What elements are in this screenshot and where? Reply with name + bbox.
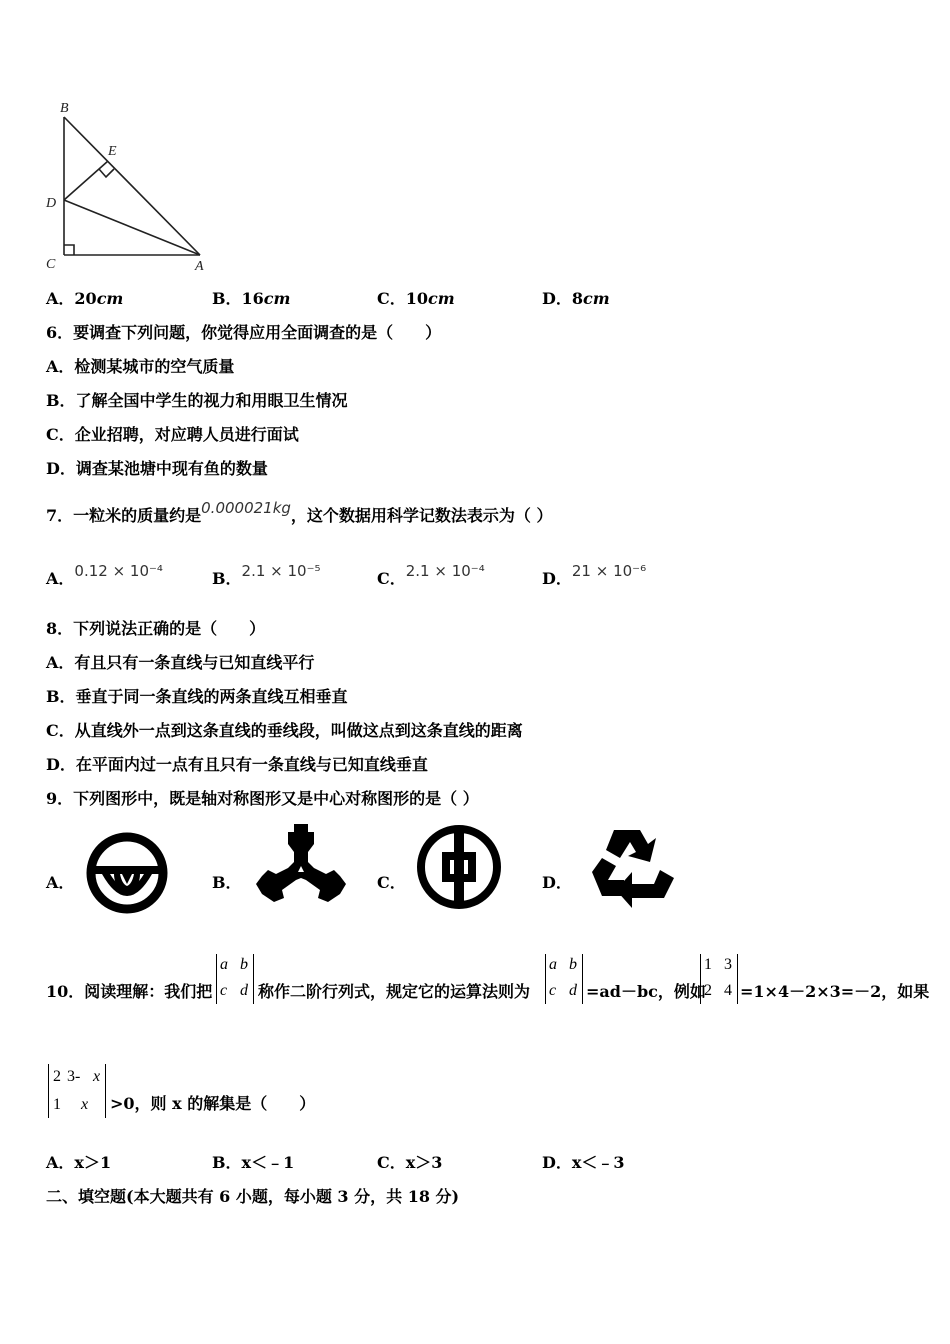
segment-de	[64, 161, 108, 200]
label-c: C	[46, 257, 56, 272]
q10-det-example: 1 3 2 4	[700, 954, 738, 1004]
segment-ba	[64, 117, 200, 255]
label-d: D	[46, 196, 57, 211]
q9-option-a-logo	[84, 830, 170, 916]
q10-part2: 称作二阶行列式，规定它的运算法则为	[258, 982, 531, 1001]
q10-option-b: B．x＜﹣1	[212, 1153, 295, 1172]
q10-part3: =ad－bc，例如	[586, 982, 706, 1001]
q8-stem: 8．下列说法正确的是（ ）	[46, 619, 266, 638]
q10-part4: =1×4－2×3=－2，如果	[740, 982, 930, 1001]
q6-stem: 6．要调查下列问题，你觉得应用全面调查的是（ ）	[46, 323, 442, 342]
right-angle-e	[99, 169, 114, 177]
q10-det-inequality: 2 3- x 1 x	[48, 1064, 106, 1118]
q9-stem: 9．下列图形中，既是轴对称图形又是中心对称图形的是（ ）	[46, 789, 479, 808]
q9-option-d-recycle-logo	[584, 826, 678, 914]
q7-stem: 7．一粒米的质量约是0.000021kg，这个数据用科学记数法表示为（ ）	[46, 499, 553, 525]
q8-option-a: A．有且只有一条直线与已知直线平行	[46, 653, 315, 672]
q9-option-b-label: B．	[212, 873, 242, 892]
q10-option-d: D．x＜﹣3	[542, 1153, 625, 1172]
q10-det-abcd-2: a b c d	[545, 954, 583, 1004]
q5-option-a: A．20cm	[46, 289, 124, 308]
q6-option-a: A．检测某城市的空气质量	[46, 357, 235, 376]
q10-part5: >0，则 x 的解集是（ ）	[110, 1094, 316, 1113]
q10-det-abcd-1: a b c d	[216, 954, 254, 1004]
q7-value: 0.000021kg	[201, 499, 291, 517]
q6-option-c: C．企业招聘，对应聘人员进行面试	[46, 425, 299, 444]
q10-option-a: A．x＞1	[46, 1153, 112, 1172]
q8-option-b: B．垂直于同一条直线的两条直线互相垂直	[46, 687, 348, 706]
segment-da	[64, 200, 200, 255]
label-e: E	[108, 144, 117, 159]
q9-option-c-logo	[414, 822, 504, 912]
q10-option-c: C．x＞3	[377, 1153, 443, 1172]
q7-option-b: B．2.1 × 10⁻⁵	[212, 562, 321, 588]
q5-option-b: B．16cm	[212, 289, 291, 308]
q6-option-d: D．调查某池塘中现有鱼的数量	[46, 459, 268, 478]
q9-option-d-label: D．	[542, 873, 572, 892]
q7-option-d: D．21 × 10⁻⁶	[542, 562, 647, 588]
label-b: B	[60, 101, 69, 116]
label-a: A	[195, 259, 204, 274]
triangle-figure	[40, 95, 220, 280]
q9-option-b-logo	[254, 822, 348, 906]
q8-option-c: C．从直线外一点到这条直线的垂线段，叫做这点到这条直线的距离	[46, 721, 523, 740]
q5-option-c: C．10cm	[377, 289, 455, 308]
q7-option-c: C．2.1 × 10⁻⁴	[377, 562, 485, 588]
q6-option-b: B．了解全国中学生的视力和用眼卫生情况	[46, 391, 348, 410]
q9-option-c-label: C．	[377, 873, 406, 892]
q5-option-d: D．8cm	[542, 289, 610, 308]
right-angle-c	[64, 245, 74, 255]
q9-option-a-label: A．	[46, 873, 75, 892]
q10-part1: 10．阅读理解：我们把	[46, 982, 213, 1001]
q8-option-d: D．在平面内过一点有且只有一条直线与已知直线垂直	[46, 755, 428, 774]
section-2-title: 二、填空题(本大题共有 6 小题，每小题 3 分，共 18 分)	[46, 1187, 460, 1206]
q7-option-a: A．0.12 × 10⁻⁴	[46, 562, 163, 588]
